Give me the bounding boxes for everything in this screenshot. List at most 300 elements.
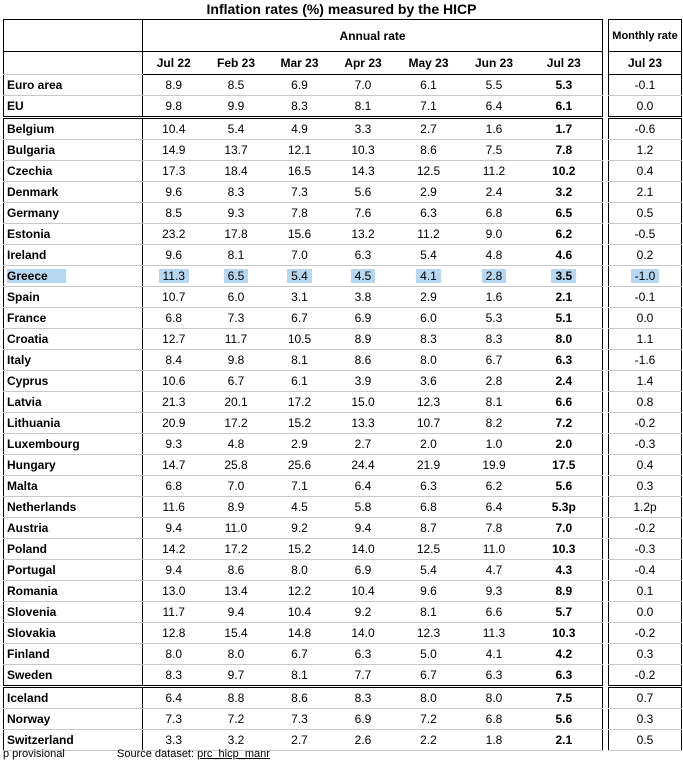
monthly-rate-cell: -0.1 [609, 75, 682, 96]
annual-rate-cell: 10.6 [143, 371, 205, 392]
month-header: Apr 23 [332, 52, 395, 75]
annual-rate-cell: 6.2 [463, 476, 526, 497]
annual-rate-cell: 8.1 [268, 665, 332, 687]
table-row [609, 539, 682, 560]
annual-rate-cell: 5.6 [332, 182, 395, 203]
annual-rate-cell: 9.6 [395, 581, 463, 602]
annual-rate-cell: 2.4 [463, 182, 526, 203]
monthly-rate-header: Monthly rate [609, 20, 682, 52]
annual-rate-cell: 5.4 [395, 245, 463, 266]
annual-rate-cell: 14.0 [332, 623, 395, 644]
country-name: Spain [4, 287, 143, 308]
monthly-rate-cell: -0.2 [609, 623, 682, 644]
table-row [4, 266, 603, 287]
table-row [609, 497, 682, 518]
annual-rate-cell: 8.0 [205, 644, 268, 665]
annual-rate-cell: 2.7 [395, 118, 463, 140]
annual-rate-cell: 2.2 [395, 730, 463, 751]
annual-rate-cell: 18.4 [205, 161, 268, 182]
annual-rate-cell: 13.7 [205, 140, 268, 161]
annual-rate-cell: 6.4 [463, 96, 526, 118]
annual-rate-cell: 5.6 [526, 709, 603, 730]
table-row [4, 350, 603, 371]
month-header: Jul 23 [609, 52, 682, 75]
annual-rate-cell: 7.3 [268, 182, 332, 203]
annual-rate-cell: 10.3 [526, 623, 603, 644]
corner-cell [4, 20, 143, 52]
annual-rate-cell: 13.2 [332, 224, 395, 245]
country-name: Croatia [4, 329, 143, 350]
table-row [4, 75, 603, 96]
table-row [4, 644, 603, 665]
table-row [609, 623, 682, 644]
source-line [117, 748, 270, 760]
annual-rate-cell: 6.3 [332, 245, 395, 266]
table-row [609, 329, 682, 350]
table-row [4, 518, 603, 539]
annual-rate-cell: 8.2 [463, 413, 526, 434]
annual-rate-cell: 5.1 [526, 308, 603, 329]
annual-rate-cell: 9.3 [205, 203, 268, 224]
annual-rate-cell: 8.6 [205, 560, 268, 581]
annual-rate-cell: 7.8 [526, 140, 603, 161]
annual-rate-cell: 2.0 [526, 434, 603, 455]
annual-rate-cell: 20.9 [143, 413, 205, 434]
annual-rate-cell: 17.5 [526, 455, 603, 476]
table-row [609, 730, 682, 751]
annual-rate-table [3, 19, 603, 751]
country-name: Estonia [4, 224, 143, 245]
table-row [4, 245, 603, 266]
annual-rate-cell: 5.6 [526, 476, 603, 497]
table-row [609, 224, 682, 245]
monthly-rate-cell: -0.3 [609, 434, 682, 455]
month-header: Mar 23 [268, 52, 332, 75]
table-row [4, 308, 603, 329]
annual-rate-cell: 3.9 [332, 371, 395, 392]
monthly-rate-cell: 1.2p [609, 497, 682, 518]
annual-rate-cell: 6.3 [526, 350, 603, 371]
annual-rate-cell: 2.4 [526, 371, 603, 392]
table-row [4, 455, 603, 476]
country-name: Germany [4, 203, 143, 224]
country-name: Portugal [4, 560, 143, 581]
annual-rate-cell: 2.9 [395, 287, 463, 308]
annual-rate-cell: 7.7 [332, 665, 395, 687]
annual-rate-cell: 9.7 [205, 665, 268, 687]
annual-rate-cell: 6.0 [205, 287, 268, 308]
annual-rate-cell: 20.1 [205, 392, 268, 413]
annual-rate-cell: 8.9 [526, 581, 603, 602]
annual-rate-cell: 6.6 [463, 602, 526, 623]
monthly-rate-cell: 0.3 [609, 644, 682, 665]
table-row [609, 371, 682, 392]
annual-rate-cell: 4.1 [463, 644, 526, 665]
annual-rate-cell: 6.7 [205, 371, 268, 392]
annual-rate-cell: 10.3 [332, 140, 395, 161]
table-row [609, 518, 682, 539]
annual-rate-cell: 8.9 [332, 329, 395, 350]
table-row [4, 623, 603, 644]
monthly-rate-cell: 1.1 [609, 329, 682, 350]
country-name: Czechia [4, 161, 143, 182]
table-row [4, 581, 603, 602]
annual-rate-cell: 11.3 [463, 623, 526, 644]
table-row [609, 476, 682, 497]
annual-rate-cell: 6.8 [143, 308, 205, 329]
country-name: Austria [4, 518, 143, 539]
annual-rate-cell: 9.2 [332, 602, 395, 623]
annual-rate-cell: 3.2 [205, 730, 268, 751]
annual-rate-cell: 10.7 [395, 413, 463, 434]
annual-rate-cell: 1.6 [463, 118, 526, 140]
annual-rate-cell: 5.8 [332, 497, 395, 518]
table-row [609, 161, 682, 182]
annual-rate-cell: 14.0 [332, 539, 395, 560]
country-name: Luxembourg [4, 434, 143, 455]
annual-rate-cell: 12.3 [395, 392, 463, 413]
annual-rate-cell: 8.0 [526, 329, 603, 350]
annual-rate-cell: 8.0 [395, 687, 463, 709]
annual-rate-cell: 7.3 [205, 308, 268, 329]
table-row [4, 96, 603, 118]
annual-rate-cell: 14.3 [332, 161, 395, 182]
annual-rate-cell: 2.7 [332, 434, 395, 455]
annual-rate-cell: 6.5 [205, 266, 268, 287]
annual-rate-cell: 8.8 [205, 687, 268, 709]
monthly-rate-cell: -1.6 [609, 350, 682, 371]
monthly-rate-table [608, 19, 682, 751]
annual-rate-cell: 1.7 [526, 118, 603, 140]
annual-rate-cell: 11.2 [463, 161, 526, 182]
annual-rate-cell: 9.6 [143, 182, 205, 203]
source-dataset-link[interactable]: prc_hicp_manr [197, 748, 270, 760]
monthly-rate-cell: 0.2 [609, 245, 682, 266]
table-row [609, 665, 682, 687]
annual-rate-cell: 6.8 [463, 709, 526, 730]
annual-rate-cell: 2.1 [526, 287, 603, 308]
table-row [4, 161, 603, 182]
annual-rate-cell: 4.5 [268, 497, 332, 518]
annual-rate-cell: 8.1 [463, 392, 526, 413]
table-row [4, 329, 603, 350]
country-name: Slovenia [4, 602, 143, 623]
annual-rate-cell: 8.1 [395, 602, 463, 623]
annual-rate-cell: 7.5 [463, 140, 526, 161]
table-row [4, 476, 603, 497]
annual-rate-cell: 6.1 [268, 371, 332, 392]
country-name: Hungary [4, 455, 143, 476]
monthly-rate-cell: 0.0 [609, 308, 682, 329]
annual-rate-cell: 21.9 [395, 455, 463, 476]
annual-rate-cell: 17.2 [268, 392, 332, 413]
annual-rate-cell: 8.0 [143, 644, 205, 665]
annual-rate-cell: 24.4 [332, 455, 395, 476]
annual-rate-cell: 11.7 [205, 329, 268, 350]
monthly-rate-cell: 0.3 [609, 709, 682, 730]
annual-rate-cell: 14.9 [143, 140, 205, 161]
annual-rate-cell: 2.9 [395, 182, 463, 203]
annual-rate-cell: 10.2 [526, 161, 603, 182]
annual-rate-cell: 12.5 [395, 161, 463, 182]
annual-rate-cell: 17.2 [205, 539, 268, 560]
annual-rate-cell: 7.8 [463, 518, 526, 539]
annual-rate-cell: 8.0 [463, 687, 526, 709]
annual-rate-cell: 12.7 [143, 329, 205, 350]
annual-rate-cell: 2.0 [395, 434, 463, 455]
monthly-rate-cell: 0.5 [609, 730, 682, 751]
annual-rate-cell: 17.2 [205, 413, 268, 434]
country-name: Bulgaria [4, 140, 143, 161]
month-header: Jun 23 [463, 52, 526, 75]
annual-rate-cell: 6.9 [332, 560, 395, 581]
monthly-rate-cell: -1.0 [609, 266, 682, 287]
annual-rate-cell: 9.8 [143, 96, 205, 118]
annual-rate-cell: 9.4 [143, 560, 205, 581]
annual-rate-cell: 5.4 [268, 266, 332, 287]
annual-rate-cell: 2.8 [463, 266, 526, 287]
annual-rate-cell: 6.7 [268, 644, 332, 665]
country-name: Norway [4, 709, 143, 730]
annual-rate-cell: 8.0 [268, 560, 332, 581]
annual-rate-cell: 8.3 [395, 329, 463, 350]
annual-rate-cell: 4.2 [526, 644, 603, 665]
table-row [609, 245, 682, 266]
annual-rate-cell: 5.0 [395, 644, 463, 665]
table-row [4, 413, 603, 434]
table-row [609, 413, 682, 434]
source-label: Source dataset: [117, 748, 195, 760]
table-row [609, 203, 682, 224]
annual-rate-cell: 6.5 [526, 203, 603, 224]
annual-rate-cell: 14.7 [143, 455, 205, 476]
annual-rate-cell: 12.5 [395, 539, 463, 560]
table-row [4, 687, 603, 709]
country-name: Ireland [4, 245, 143, 266]
annual-rate-cell: 11.7 [143, 602, 205, 623]
annual-rate-cell: 6.3 [332, 644, 395, 665]
annual-rate-cell: 1.8 [463, 730, 526, 751]
table-row [609, 308, 682, 329]
monthly-rate-cell: -0.2 [609, 518, 682, 539]
annual-rate-cell: 6.8 [395, 497, 463, 518]
annual-rate-cell: 5.5 [463, 75, 526, 96]
annual-rate-cell: 9.6 [143, 245, 205, 266]
annual-rate-cell: 8.6 [332, 350, 395, 371]
monthly-rate-cell: -0.6 [609, 118, 682, 140]
annual-rate-cell: 14.2 [143, 539, 205, 560]
annual-rate-cell: 15.2 [268, 539, 332, 560]
annual-rate-cell: 2.9 [268, 434, 332, 455]
annual-rate-cell: 12.8 [143, 623, 205, 644]
table-row [609, 602, 682, 623]
annual-rate-cell: 3.6 [395, 371, 463, 392]
annual-rate-cell: 7.8 [268, 203, 332, 224]
annual-rate-cell: 10.4 [143, 118, 205, 140]
annual-rate-cell: 5.3 [463, 308, 526, 329]
annual-rate-cell: 7.1 [395, 96, 463, 118]
annual-rate-cell: 8.5 [205, 75, 268, 96]
table-row [609, 118, 682, 140]
table-row [4, 182, 603, 203]
annual-rate-cell: 8.7 [395, 518, 463, 539]
annual-rate-cell: 11.2 [395, 224, 463, 245]
annual-rate-cell: 7.0 [526, 518, 603, 539]
annual-rate-cell: 7.1 [268, 476, 332, 497]
country-name: Denmark [4, 182, 143, 203]
annual-rate-cell: 12.2 [268, 581, 332, 602]
table-row [609, 560, 682, 581]
annual-rate-cell: 1.6 [463, 287, 526, 308]
annual-rate-cell: 10.3 [526, 539, 603, 560]
annual-rate-cell: 6.3 [395, 476, 463, 497]
annual-rate-cell: 6.3 [526, 665, 603, 687]
annual-rate-cell: 5.4 [205, 118, 268, 140]
annual-rate-cell: 12.3 [395, 623, 463, 644]
table-row [609, 140, 682, 161]
monthly-rate-cell: 0.5 [609, 203, 682, 224]
table-row [4, 140, 603, 161]
month-header: Feb 23 [205, 52, 268, 75]
annual-rate-cell: 8.3 [332, 687, 395, 709]
annual-rate-cell: 1.0 [463, 434, 526, 455]
annual-rate-cell: 8.0 [395, 350, 463, 371]
annual-rate-cell: 13.3 [332, 413, 395, 434]
month-header: Jul 22 [143, 52, 205, 75]
annual-rate-cell: 6.3 [463, 665, 526, 687]
annual-rate-cell: 11.0 [205, 518, 268, 539]
annual-rate-cell: 6.8 [463, 203, 526, 224]
table-row [609, 392, 682, 413]
table-title: Inflation rates (%) measured by the HICP [206, 1, 477, 17]
annual-rate-cell: 7.3 [143, 709, 205, 730]
annual-rate-cell: 8.1 [332, 96, 395, 118]
country-name: Romania [4, 581, 143, 602]
monthly-rate-cell: -0.5 [609, 224, 682, 245]
monthly-rate-cell: 0.8 [609, 392, 682, 413]
annual-rate-cell: 15.6 [268, 224, 332, 245]
country-name: Sweden [4, 665, 143, 687]
annual-rate-cell: 10.4 [332, 581, 395, 602]
annual-rate-cell: 7.6 [332, 203, 395, 224]
month-header: Jul 23 [526, 52, 603, 75]
annual-rate-cell: 6.1 [395, 75, 463, 96]
table-row [4, 203, 603, 224]
annual-rate-cell: 10.4 [268, 602, 332, 623]
annual-rate-cell: 13.0 [143, 581, 205, 602]
annual-rate-cell: 3.5 [526, 266, 603, 287]
country-name: France [4, 308, 143, 329]
annual-rate-cell: 23.2 [143, 224, 205, 245]
table-row [4, 392, 603, 413]
annual-rate-cell: 4.1 [395, 266, 463, 287]
table-row [609, 182, 682, 203]
annual-rate-cell: 6.3 [395, 203, 463, 224]
annual-rate-cell: 6.4 [463, 497, 526, 518]
annual-rate-cell: 7.0 [205, 476, 268, 497]
annual-rate-cell: 9.4 [205, 602, 268, 623]
annual-rate-cell: 6.9 [332, 308, 395, 329]
monthly-rate-cell: 0.7 [609, 687, 682, 709]
country-name: Finland [4, 644, 143, 665]
annual-rate-cell: 3.2 [526, 182, 603, 203]
annual-rate-cell: 8.1 [205, 245, 268, 266]
table-row [609, 687, 682, 709]
annual-rate-cell: 9.3 [143, 434, 205, 455]
provisional-note: p provisional [3, 748, 65, 760]
annual-rate-cell: 14.8 [268, 623, 332, 644]
annual-rate-cell: 9.3 [463, 581, 526, 602]
annual-rate-cell: 4.8 [463, 245, 526, 266]
country-name: Slovakia [4, 623, 143, 644]
annual-rate-cell: 6.8 [143, 476, 205, 497]
annual-rate-cell: 25.8 [205, 455, 268, 476]
table-row [609, 96, 682, 118]
annual-rate-cell: 17.8 [205, 224, 268, 245]
annual-rate-cell: 4.3 [526, 560, 603, 581]
monthly-rate-cell: 0.4 [609, 455, 682, 476]
annual-rate-cell: 8.3 [463, 329, 526, 350]
table-row [4, 497, 603, 518]
annual-rate-cell: 3.3 [143, 730, 205, 751]
annual-rate-header: Annual rate [143, 20, 603, 52]
annual-rate-cell: 11.3 [143, 266, 205, 287]
table-row [609, 266, 682, 287]
country-name: Switzerland [4, 730, 143, 751]
annual-rate-cell: 6.7 [463, 350, 526, 371]
annual-rate-cell: 3.1 [268, 287, 332, 308]
country-name: EU [4, 96, 143, 118]
annual-rate-cell: 16.5 [268, 161, 332, 182]
table-row [609, 350, 682, 371]
country-name: Netherlands [4, 497, 143, 518]
annual-rate-cell: 8.1 [268, 350, 332, 371]
annual-rate-cell: 25.6 [268, 455, 332, 476]
monthly-rate-cell: -0.1 [609, 287, 682, 308]
country-name: Malta [4, 476, 143, 497]
monthly-rate-cell: -0.2 [609, 413, 682, 434]
annual-rate-cell: 3.3 [332, 118, 395, 140]
annual-rate-cell: 2.7 [268, 730, 332, 751]
annual-rate-cell: 7.2 [205, 709, 268, 730]
table-row [609, 287, 682, 308]
annual-rate-cell: 12.1 [268, 140, 332, 161]
annual-rate-cell: 4.5 [332, 266, 395, 287]
annual-rate-cell: 15.2 [268, 413, 332, 434]
annual-rate-cell: 9.0 [463, 224, 526, 245]
annual-rate-cell: 11.6 [143, 497, 205, 518]
annual-rate-cell: 2.6 [332, 730, 395, 751]
annual-rate-cell: 6.9 [332, 709, 395, 730]
country-name: Latvia [4, 392, 143, 413]
country-name: Cyprus [4, 371, 143, 392]
annual-rate-cell: 8.3 [143, 665, 205, 687]
annual-rate-cell: 6.4 [332, 476, 395, 497]
table-row [4, 224, 603, 245]
annual-rate-cell: 7.2 [395, 709, 463, 730]
annual-rate-cell: 3.8 [332, 287, 395, 308]
country-name: Italy [4, 350, 143, 371]
annual-rate-cell: 6.7 [395, 665, 463, 687]
annual-rate-cell: 8.3 [268, 96, 332, 118]
annual-rate-cell: 10.7 [143, 287, 205, 308]
monthly-rate-cell: 0.0 [609, 96, 682, 118]
annual-rate-cell: 4.6 [526, 245, 603, 266]
table-row [609, 455, 682, 476]
annual-rate-cell: 8.9 [205, 497, 268, 518]
annual-rate-cell: 7.0 [332, 75, 395, 96]
table-row [4, 434, 603, 455]
